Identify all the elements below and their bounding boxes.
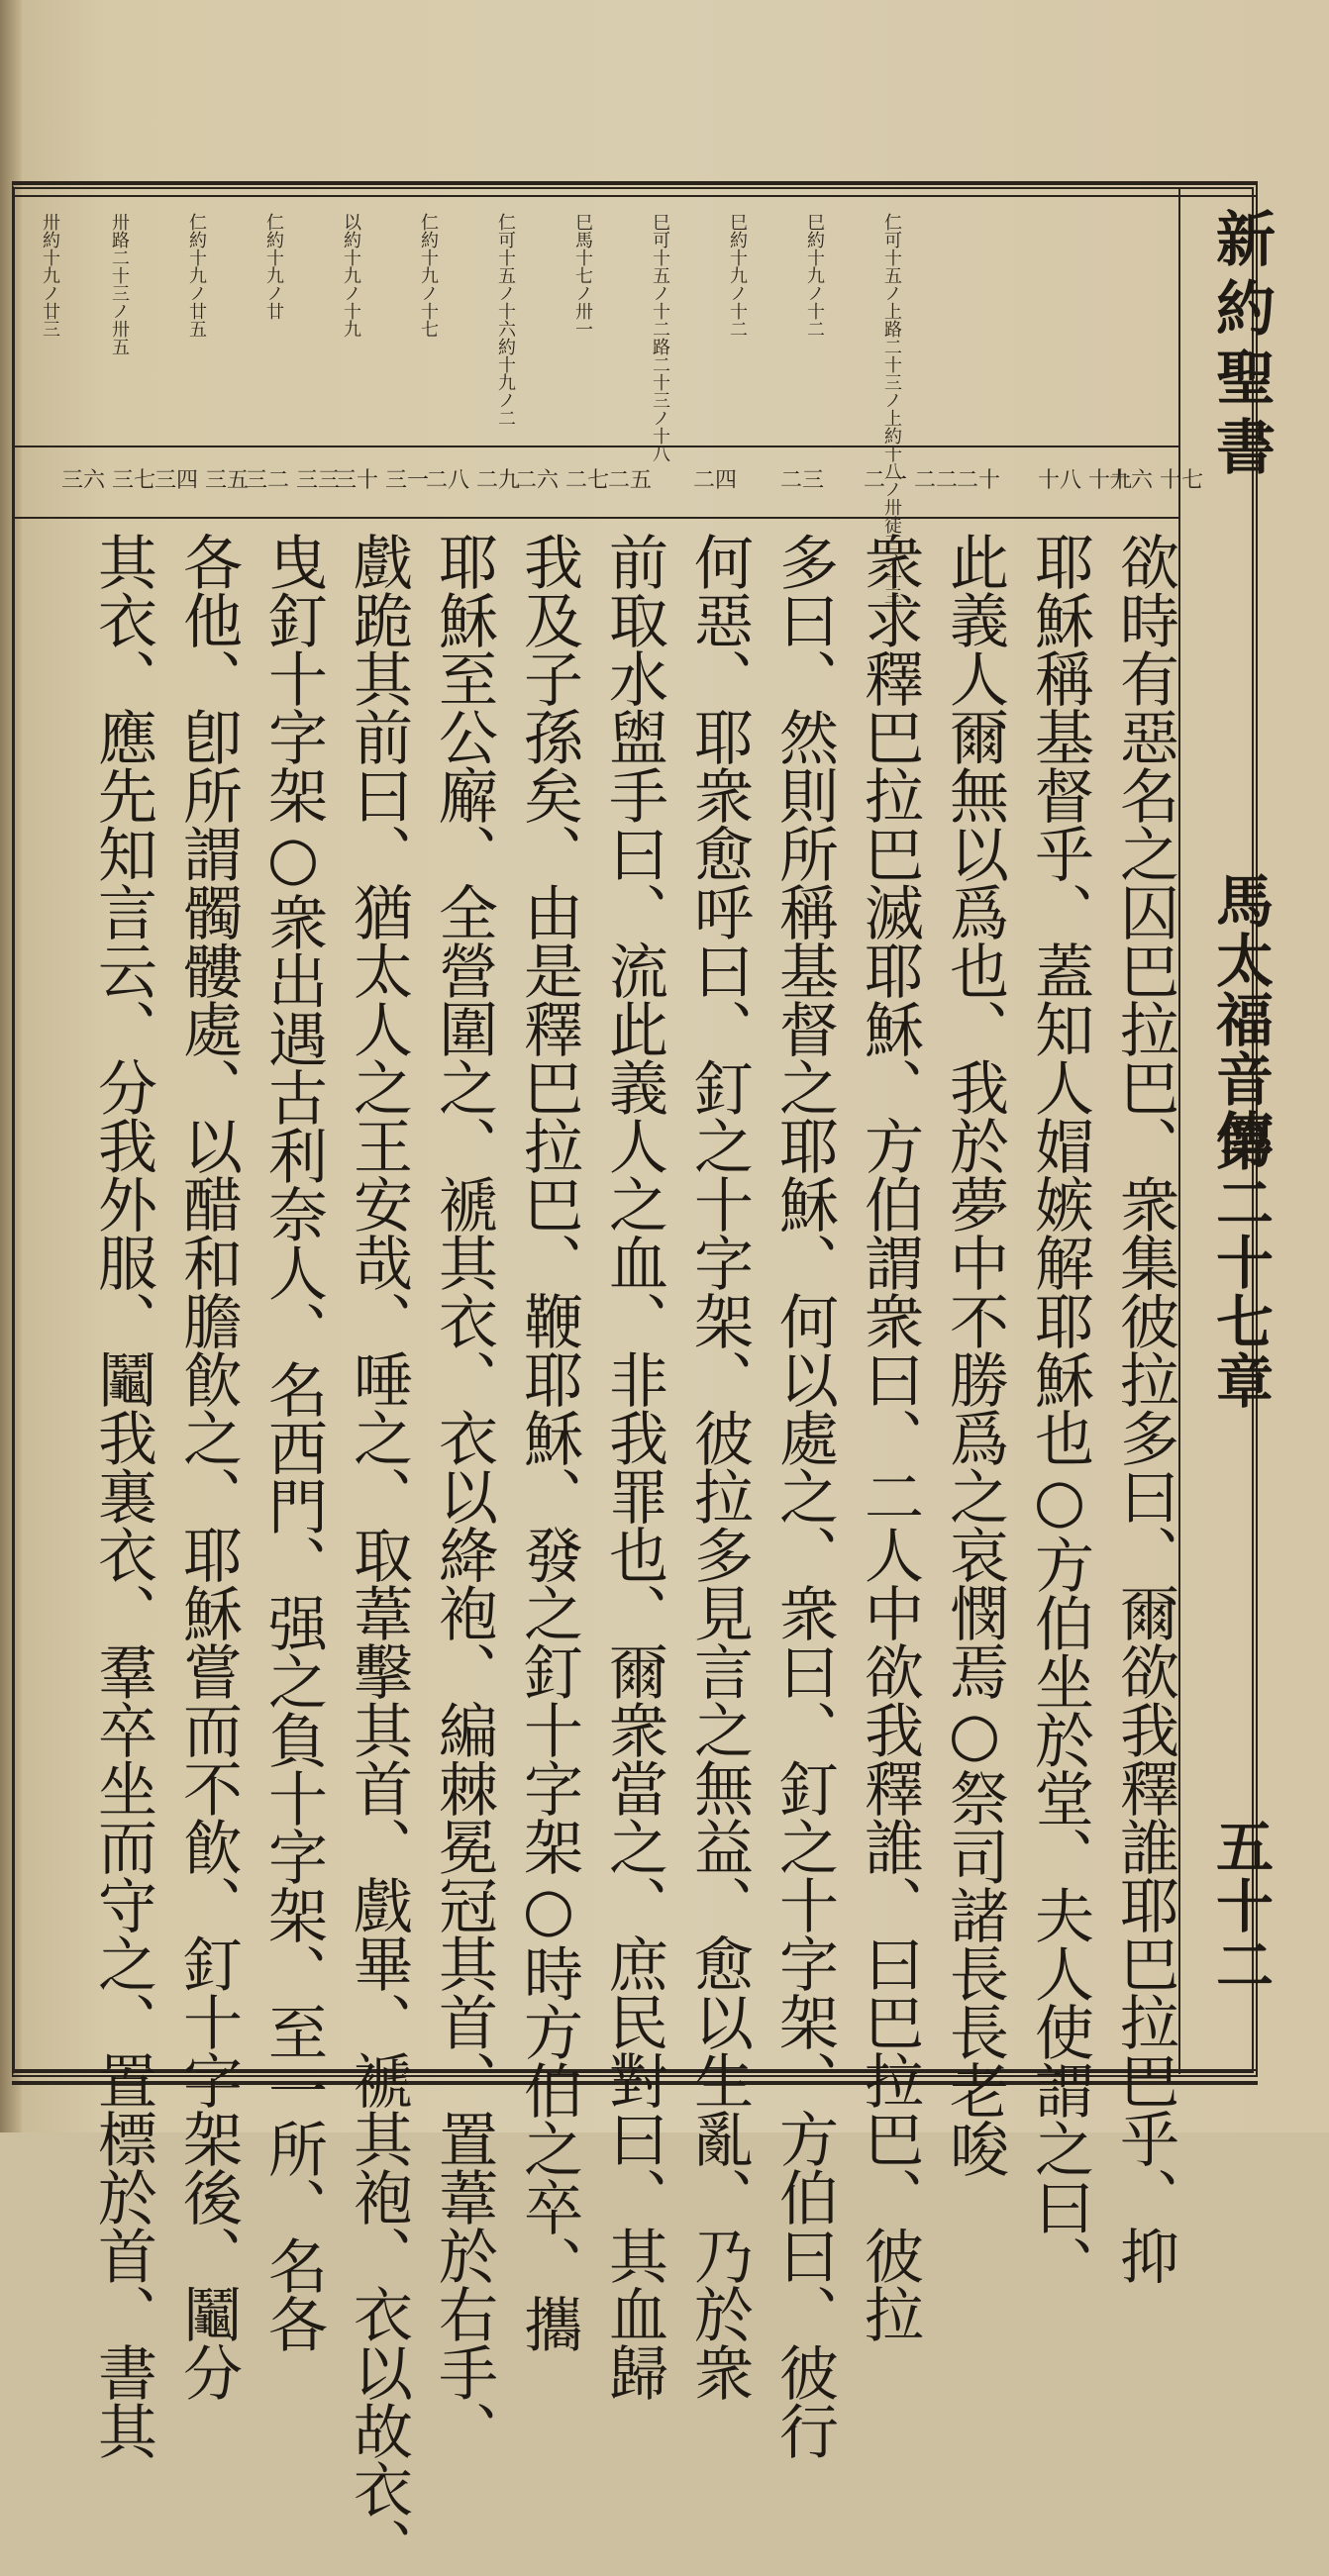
text-column: 曳釘十字架○衆出遇古利奈人、名西門、强之負十字架、至一所、名各 <box>258 532 328 2352</box>
verse-range: 二一 二二 <box>864 468 958 493</box>
verse-range: 二八 二九 <box>426 468 520 493</box>
page-number: 五十二 <box>1206 1817 1274 1995</box>
reference-column: 仁約十九ノ廿 <box>263 213 284 320</box>
text-column: 此義人爾無以爲也、我於夢中不勝爲之哀憫焉○祭司諸長長老唆 <box>940 532 1009 2177</box>
chapter-title: 第二十七章 <box>1206 1114 1274 1411</box>
reference-divider <box>14 446 1180 447</box>
text-column: 我及子孫矣、由是釋巴拉巴、鞭耶穌、發之釘十字架○時方伯之卒、攜 <box>514 532 583 2352</box>
reference-column: 卅路二十三ノ卅五 <box>109 213 130 355</box>
gospel-title: 馬太福音傳 <box>1206 871 1274 1168</box>
text-column: 何惡、耶衆愈呼曰、釘之十字架、彼拉多見言之無益、愈以生亂、乃於衆 <box>684 532 754 2401</box>
reference-column: 巳約十九ノ十二 <box>804 213 825 338</box>
reference-column: 巳可十五ノ十二路二十三ノ十八 <box>650 213 670 462</box>
reference-column: 仁可十五ノ上路二十三ノ上約十八ノ卅徒三ノ十三 <box>881 213 902 605</box>
book-title: 新約聖書 <box>1206 208 1276 485</box>
text-column: 多曰、然則所稱基督之耶穌、何以處之、衆曰、釘之十字架、方伯曰、彼行 <box>769 532 839 2459</box>
verse-range: 三六 三七 <box>61 468 155 493</box>
reference-column: 巳約十九ノ十二 <box>727 213 748 338</box>
verse-range: 十六 十七 <box>1109 468 1203 493</box>
verse-range: 二四 <box>693 468 738 493</box>
verse-range-divider <box>14 517 1180 519</box>
verse-range: 二十 <box>957 468 1001 493</box>
text-column: 耶穌至公廨、全營圍之、褫其衣、衣以絳袍、編棘冕冠其首、置葦於右手、 <box>429 532 498 2459</box>
reference-column: 卅約十九ノ廿三 <box>40 213 60 338</box>
reference-column: 仁可十五ノ十六約十九ノ二 <box>495 213 516 427</box>
verse-range: 三十 三一 <box>335 468 429 493</box>
text-column: 其衣、應先知言云、分我外服、鬮我裏衣、羣卒坐而守之、置標於首、書其 <box>88 532 157 2459</box>
verse-range: 三四 三五 <box>154 468 249 493</box>
reference-column: 仁約十九ノ十七 <box>418 213 439 338</box>
reference-column: 仁約十九ノ廿五 <box>186 213 207 338</box>
verse-range: 二六 二七 <box>515 468 609 493</box>
reference-column: 以約十九ノ十九 <box>341 213 361 338</box>
text-column: 耶穌稱基督乎、蓋知人媢嫉解耶穌也○方伯坐於堂、夫人使謂之曰、 <box>1025 532 1094 2294</box>
verse-range: 二三 <box>780 468 825 493</box>
text-column: 欲時有惡名之囚巴拉巴、衆集彼拉多曰、爾欲我釋誰耶巴拉巴乎、抑 <box>1110 532 1179 2284</box>
text-column: 衆求釋巴拉巴滅耶穌、方伯謂衆曰、二人中欲我釋誰、曰巴拉巴、彼拉 <box>855 532 924 2342</box>
verse-range: 二五 <box>608 468 653 493</box>
reference-column: 巳馬十七ノ卅一 <box>572 213 593 338</box>
text-column: 戲跪其前曰、猶太人之王安哉、唾之、取葦擊其首、戲畢、褫其袍、衣以故衣、 <box>344 532 413 2576</box>
text-column: 各他、卽所謂髑髏處、以醋和膽飮之、耶穌嘗而不飮、釘十字架後、鬮分 <box>173 532 243 2401</box>
text-column: 前取水盥手曰、流此義人之血、非我罪也、爾衆當之、庶民對曰、其血歸 <box>599 532 668 2401</box>
verse-range: 十八 十九 <box>1038 468 1132 493</box>
verse-range: 三二 三三 <box>246 468 340 493</box>
